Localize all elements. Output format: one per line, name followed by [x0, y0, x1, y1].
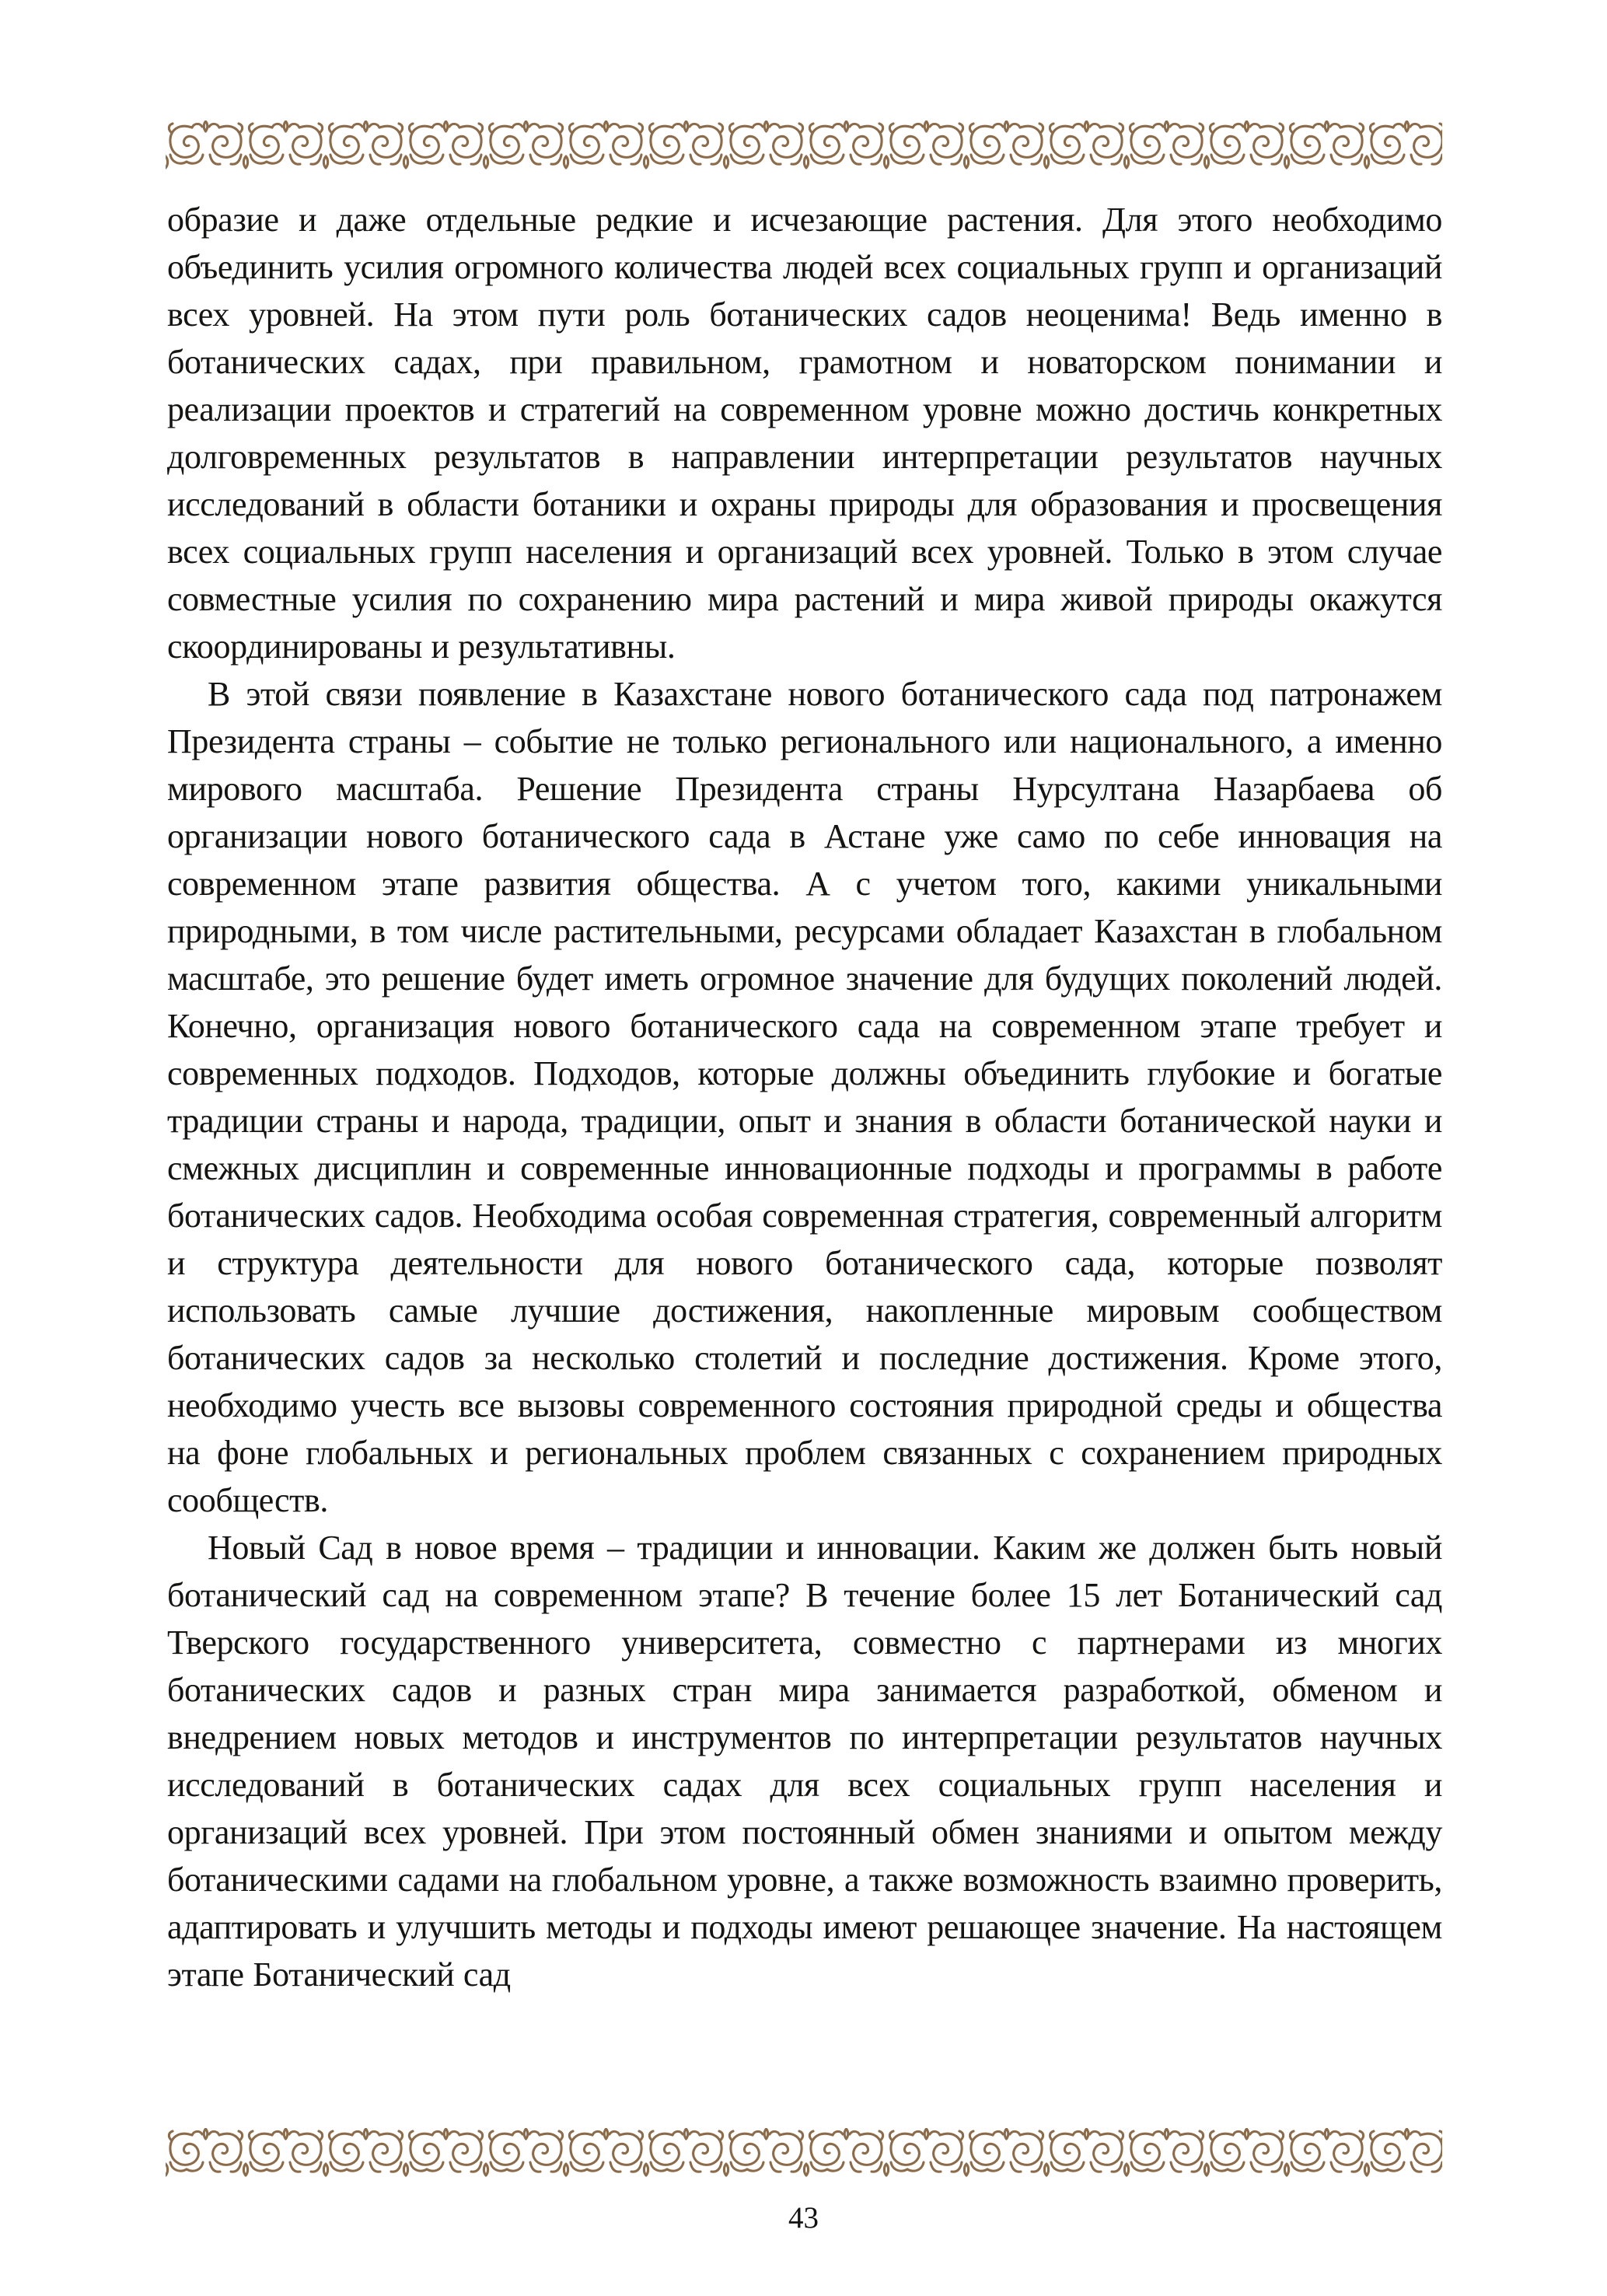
ornamental-border-top-icon [166, 121, 1442, 169]
ornamental-border-bottom-icon [166, 2128, 1442, 2177]
paragraph: В этой связи появление в Казахстане нового ботанического сада под патронажем Президента страны – событие не только регионального или национального, а именно мирового масштаба. Решение Президента страны Нурсултана Назарбаева об организации нового ботанического сада в Астане уже само по себе инновация на современном этапе развития общества. А с учетом того, какими уникальными природными, в том числе растительными, ресурсами обладает Казахстан в глобальном масштабе, это решение будет иметь огромное значение для будущих поколений людей. Конечно, организация нового ботанического сада на современном этапе требует и современных подходов. Подходов, которые должны объединить глубокие и богатые традиции страны и народа, традиции, опыт и знания в области ботанической науки и смежных дисциплин и современные инновационные подходы и программы в работе ботанических садов. Необходима особая современная стратегия, современный алгоритм и структура деятельности для нового ботанического сада, которые позволят использовать самые лучшие достижения, накопленные мировым сообществом ботанических садов за несколько столетий и последние достижения. Кроме этого, необходимо учесть все вызовы современного состояния природной среды и общества на фоне глобальных и региональных проблем связанных с сохранением природных сообществ. [167, 675, 1442, 1519]
paragraph: Новый Сад в новое время – традиции и инновации. Каким же должен быть новый ботанический сад на современном этапе? В течение более 15 лет Ботанический сад Тверского государственного университета, совместно с партнерами из многих ботанических садов и разных стран мира занимается разработкой, обменом и внедрением новых методов и инструментов по интерпретации результатов научных исследований в ботанических садах для всех социальных групп населения и организаций всех уровней. При этом постоянный обмен знаниями и опытом между ботаническими садами на глобальном уровне, а также возможность взаимно проверить, адаптировать и улучшить методы и подходы имеют решающее значение. На настоящем этапе Ботанический сад [167, 1529, 1442, 1994]
page-number: 43 [788, 2201, 819, 2235]
paragraph: образие и даже отдельные редкие и исчезающие растения. Для этого необходимо объединить усилия огромного количества людей всех социальных групп и организаций всех уровней. На этом пути роль ботанических садов неоценима! Ведь именно в ботанических садах, при правильном, грамотном и новаторском понимании и реализации проектов и стратегий на современном уровне можно достичь конкретных долговременных результатов в направлении интерпретации результатов научных исследований в области ботаники и охраны природы для образования и просвещения всех социальных групп населения и организаций всех уровней. Только в этом случае совместные усилия по сохранению мира растений и мира живой природы окажутся скоординированы и результативны. [167, 201, 1442, 666]
page-text [167, 196, 1442, 1998]
